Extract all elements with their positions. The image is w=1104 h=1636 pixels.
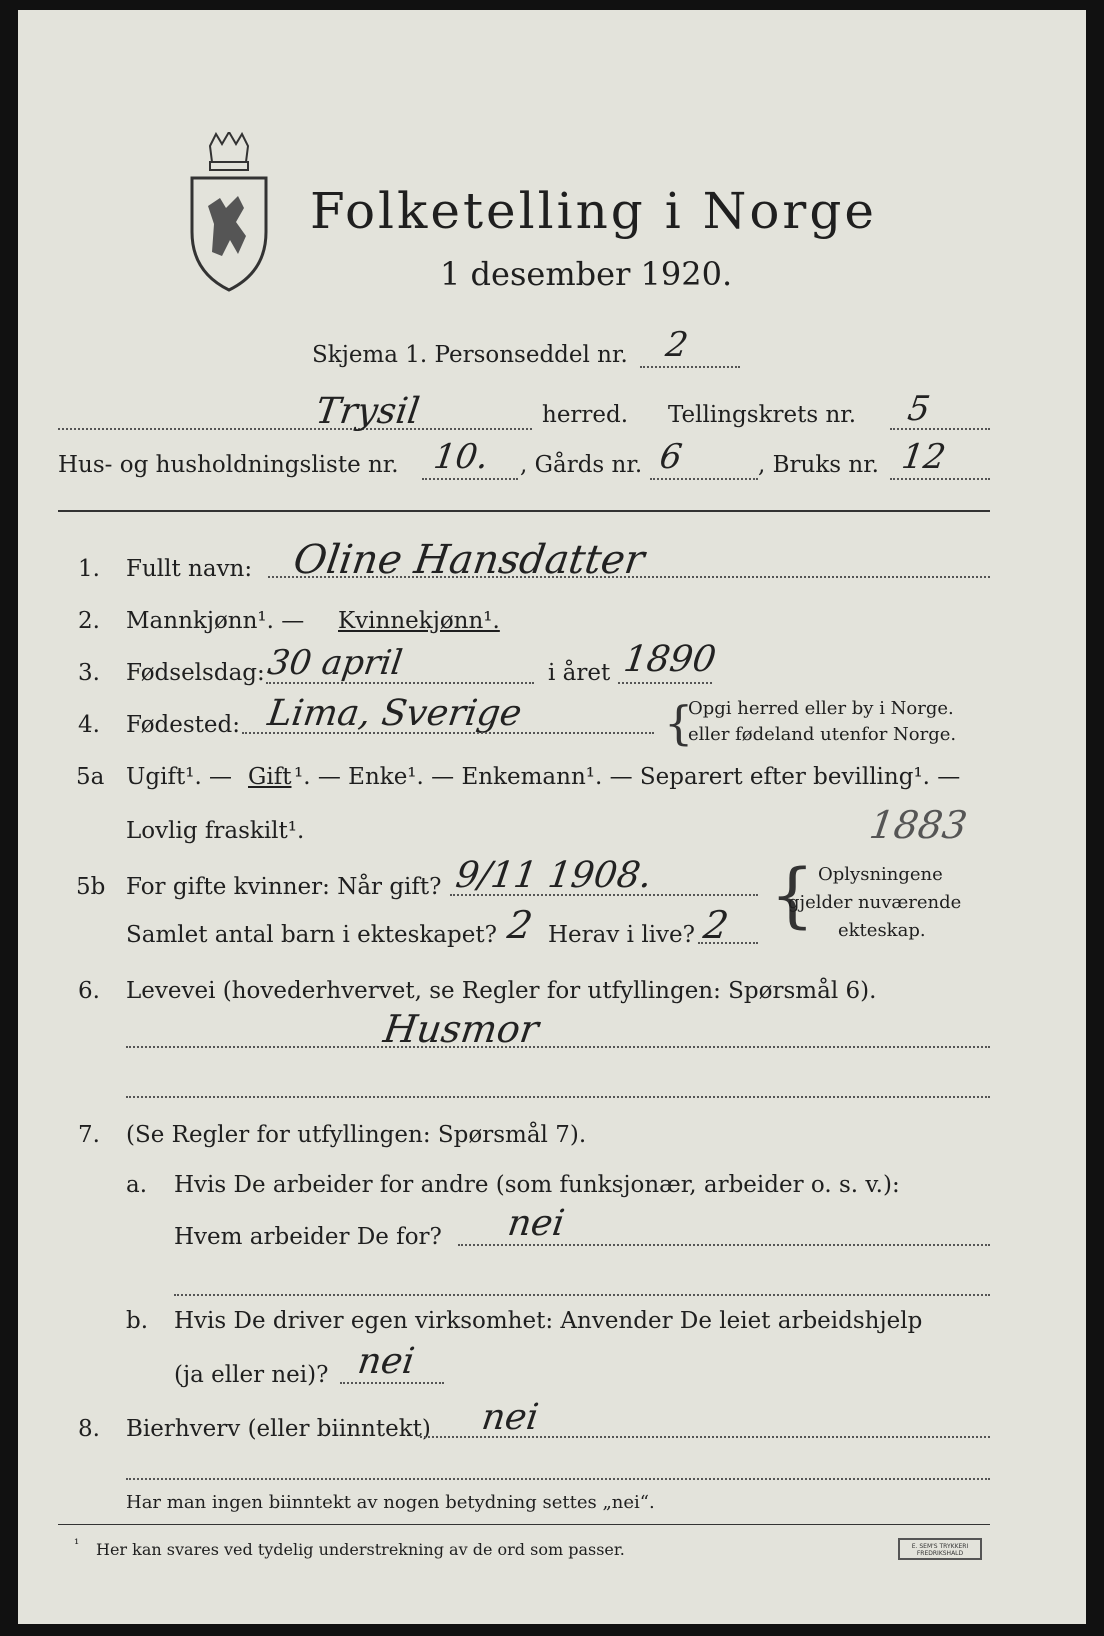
form-title: Folketelling i Norge [310, 182, 877, 240]
herred-label: herred. [542, 402, 629, 428]
q8-number: 8. [78, 1416, 100, 1442]
q7b-label: Hvis De driver egen virksomhet: Anvender De leiet arbeidshjelp [174, 1308, 923, 1334]
birth-place: Lima, Sverige [265, 693, 525, 734]
q5b-alive-label: Herav i live? [548, 922, 695, 948]
dotted-line [450, 894, 758, 896]
brace-icon: { [770, 854, 815, 936]
q1-number: 1. [78, 556, 100, 582]
works-for: nei [505, 1203, 567, 1244]
printer-stamp-text: E. SEM'S TRYKKERI FREDRIKSHALD [911, 1543, 969, 1557]
census-date: 1 desember 1920. [440, 255, 733, 293]
q7a-label: Hvis De arbeider for andre (som funksjonær, arbeider o. s. v.): [174, 1172, 900, 1198]
dotted-line [422, 478, 518, 480]
q5a-number: 5a [76, 764, 105, 790]
brace-icon: { [664, 696, 694, 750]
birth-year: 1890 [621, 639, 719, 680]
children-total: 2 [504, 903, 536, 947]
dotted-line [58, 428, 532, 430]
gards-label: , Gårds nr. [520, 452, 643, 478]
bruks-nr: 12 [899, 437, 949, 477]
husliste-nr: 10. [431, 437, 491, 477]
q5b-children-label: Samlet antal barn i ekteskapet? [126, 922, 497, 948]
q3-number: 3. [78, 660, 100, 686]
footer-note: Har man ingen biinntekt av nogen betydning settes „nei“. [126, 1492, 655, 1513]
dotted-line [650, 478, 758, 480]
hires-help: nei [355, 1341, 417, 1382]
q1-label: Fullt navn: [126, 556, 253, 582]
tellingskrets-label: Tellingskrets nr. [668, 402, 857, 428]
q5b-number: 5b [76, 874, 106, 900]
dotted-line [174, 1294, 990, 1296]
children-alive: 2 [700, 903, 732, 947]
q3-label: Fødselsdag: [126, 660, 265, 686]
q4-number: 4. [78, 712, 100, 738]
dotted-line [420, 1436, 990, 1438]
q2-number: 2. [78, 608, 100, 634]
q5b-label: For gifte kvinner: Når gift? [126, 874, 442, 900]
dotted-line [242, 732, 654, 734]
q4-label: Fødested: [126, 712, 241, 738]
norway-coat-of-arms-icon [186, 132, 272, 292]
dotted-line [126, 1478, 990, 1480]
husliste-label: Hus- og husholdningsliste nr. [58, 452, 399, 478]
dotted-line [126, 1046, 990, 1048]
dotted-line [126, 1096, 990, 1098]
q5a-fraskilt: Lovlig fraskilt¹. [126, 818, 305, 844]
dotted-line [268, 576, 990, 578]
married-date: 9/11 1908. [453, 855, 655, 896]
q4-note-1: Opgi herred eller by i Norge. [688, 698, 954, 719]
side-income: nei [479, 1397, 541, 1438]
q5a-gift: Gift [248, 764, 292, 790]
full-name: Oline Hansdatter [290, 537, 648, 583]
dotted-line [266, 682, 534, 684]
dotted-line [340, 1382, 444, 1384]
q7-number: 7. [78, 1122, 100, 1148]
printer-stamp [898, 1538, 982, 1560]
divider [58, 510, 990, 512]
q7-label: (Se Regler for utfyllingen: Spørsmål 7). [126, 1122, 587, 1148]
q7a-letter: a. [126, 1172, 148, 1198]
footnote-mark: ¹ [74, 1537, 80, 1552]
q5b-note-3: ekteskap. [838, 920, 926, 941]
dotted-line [890, 428, 990, 430]
herred-name: Trysil [313, 391, 423, 432]
footnote: Her kan svares ved tydelig understrekning av de ord som passer. [96, 1540, 625, 1559]
q5b-note-2: gjelder nuværende [788, 892, 962, 913]
birth-day: 30 april [265, 643, 405, 683]
census-form [18, 10, 1086, 1624]
divider [58, 1524, 990, 1525]
bruks-label: , Bruks nr. [758, 452, 879, 478]
q2-female: Kvinnekjønn¹. [338, 608, 500, 634]
q4-note-2: eller fødeland utenfor Norge. [688, 724, 957, 745]
q8-label: Bierhverv (eller biinntekt) [126, 1416, 431, 1442]
marginal-year: 1883 [866, 803, 970, 847]
dotted-line [890, 478, 990, 480]
dotted-line [640, 366, 740, 368]
dotted-line [458, 1244, 990, 1246]
q2-male: Mannkjønn¹. — [126, 608, 305, 634]
q7a-question: Hvem arbeider De for? [174, 1224, 442, 1250]
q6-number: 6. [78, 978, 100, 1004]
skjema-label: Skjema 1. Personseddel nr. [312, 342, 628, 368]
occupation: Husmor [380, 1007, 542, 1051]
dotted-line [698, 942, 758, 944]
tellingskrets-nr: 5 [905, 389, 933, 429]
q6-label: Levevei (hovederhvervet, se Regler for utfyllingen: Spørsmål 6). [126, 978, 877, 1004]
q3-year-label: i året [548, 660, 611, 686]
dotted-line [618, 682, 712, 684]
q5a-other: ¹. — Enke¹. — Enkemann¹. — Separert efter bevilling¹. — [294, 764, 961, 790]
q7b-question: (ja eller nei)? [174, 1362, 329, 1388]
q5b-note-1: Oplysningene [818, 864, 943, 885]
gards-nr: 6 [657, 437, 685, 477]
personseddel-nr: 2 [663, 325, 691, 365]
q7b-letter: b. [126, 1308, 149, 1334]
q5a-ugift: Ugift¹. — [126, 764, 233, 790]
